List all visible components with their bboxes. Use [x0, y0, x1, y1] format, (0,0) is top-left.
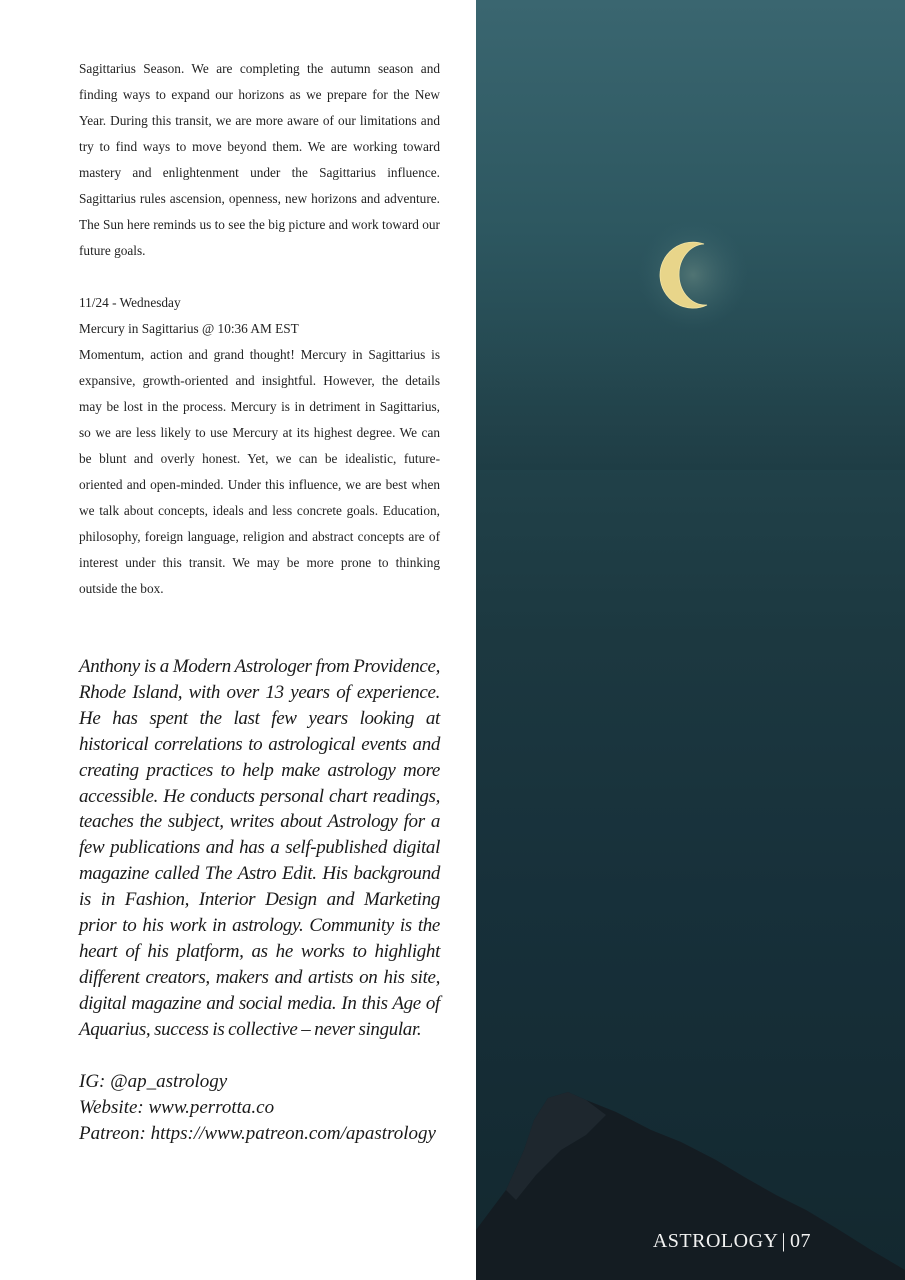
transit-heading: Mercury in Sagittarius @ 10:36 AM EST	[79, 321, 299, 336]
patreon-link[interactable]: Patreon: https://www.patreon.com/apastrology	[79, 1122, 436, 1144]
section-label: ASTROLOGY	[652, 1230, 779, 1252]
article-column	[79, 56, 440, 1147]
footer-separator: |	[781, 1230, 786, 1252]
intro-paragraph: Sagittarius Season. We are completing the autumn season and finding ways to expand our horizons as we prepare for the New Year. During this transit, we are more aware of our limitations and try to find ways to move beyond them. We are working toward mastery and enlightenment under the Sagittarius influence. Sagittarius rules ascension, openness, new horizons and adventure. The Sun here reminds us to see the big picture and work toward our future goals.	[79, 61, 440, 258]
website-link[interactable]: Website: www.perrotta.co	[79, 1096, 275, 1118]
sky-haze	[476, 330, 905, 470]
page-number: 07	[790, 1230, 811, 1252]
transit-entry	[79, 290, 440, 602]
moon-glow	[638, 220, 748, 330]
moon-photo	[476, 0, 905, 1280]
transit-paragraph: Momentum, action and grand thought! Mercury in Sagittarius is expansive, growth-oriented and insightful. However, the details may be lost in the process. Mercury is in detriment in Sagittarius, so we are less likely to use Mercury at its highest degree. We can be blunt and overly honest. Yet, we can be idealistic, future-oriented and open-minded. Under this influence, we are best when we talk about concepts, ideals and less concrete goals. Education, philosophy, foreign language, religion and abstract concepts are of interest under this transit. We may be more prone to thinking outside the box.	[79, 347, 440, 596]
page-footer	[653, 1230, 811, 1253]
author-contacts	[79, 1069, 440, 1147]
instagram-handle[interactable]: IG: @ap_astrology	[79, 1070, 228, 1092]
author-bio: Anthony is a Modern Astrologer from Providence, Rhode Island, with over 13 years of experience. He has spent the last few years looking at historical correlations to astrological events and creating practices to help make astrology more accessible. He conducts personal chart readings, teaches the subject, writes about Astrology for a few publications and has a self-published digital magazine called The Astro Edit. His background is in Fashion, Interior Design and Marketing prior to his work in astrology. Community is the heart of his platform, as he works to highlight different creators, makers and artists on his site, digital magazine and social media. In this Age of Aquarius, success is collective – never singular.	[79, 656, 440, 1040]
moon-photo-illustration	[476, 0, 905, 1280]
transit-date: 11/24 - Wednesday	[79, 295, 181, 310]
